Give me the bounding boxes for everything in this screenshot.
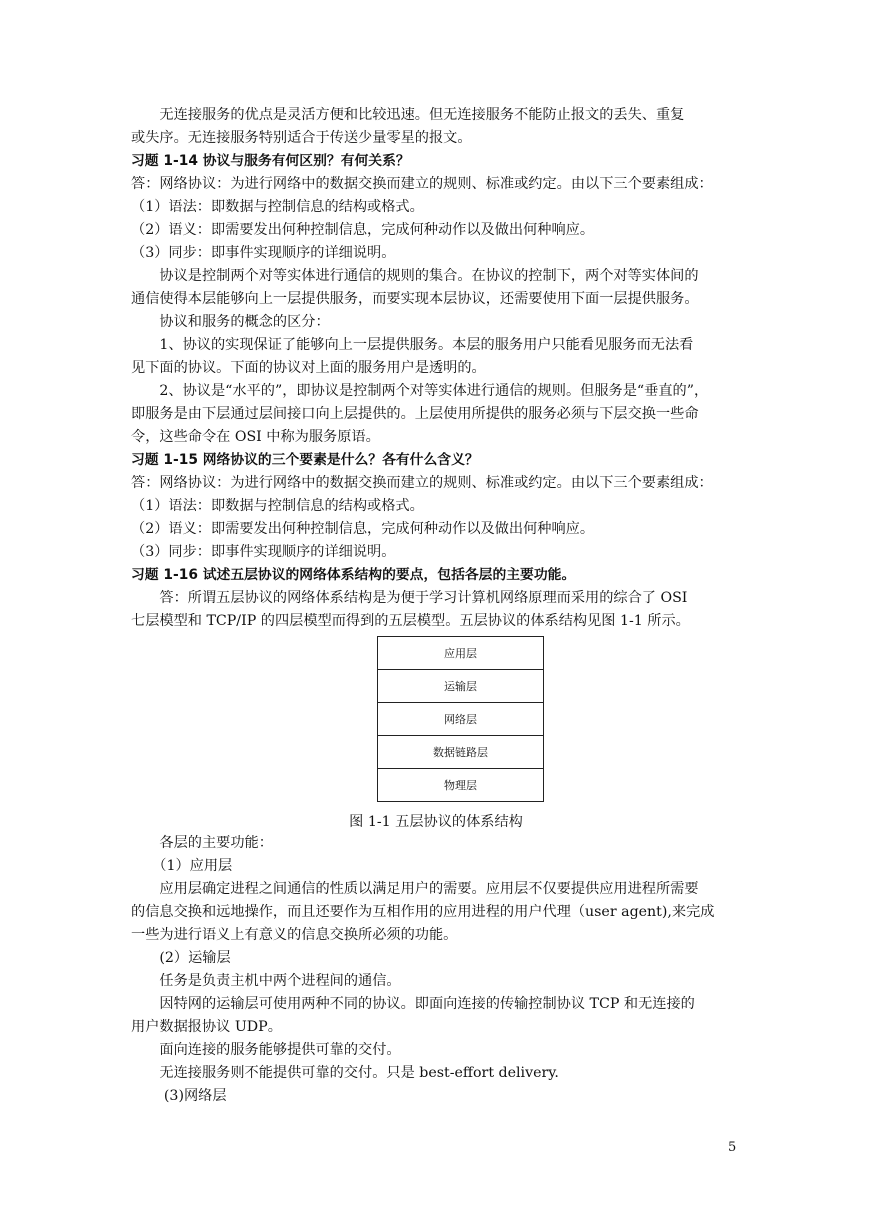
paragraph-line: (2）运输层 — [131, 950, 231, 966]
exercise-heading-1-16: 习题 1-16 试述五层协议的网络体系结构的要点，包括各层的主要功能。 — [131, 567, 576, 583]
paragraph-line: 令，这些命令在 OSI 中称为服务原语。 — [131, 429, 380, 445]
paragraph-line: 协议和服务的概念的区分： — [131, 314, 330, 330]
page-number: 5 — [728, 1140, 737, 1155]
paragraph-line: 七层模型和 TCP/IP 的四层模型而得到的五层模型。五层协议的体系结构见图 1-1 所示。 — [131, 613, 690, 629]
paragraph-line: 答：网络协议：为进行网络中的数据交换而建立的规则、标准或约定。由以下三个要素组成： — [131, 176, 713, 192]
paragraph-line: （2）语义：即需要发出何种控制信息，完成何种动作以及做出何种响应。 — [131, 222, 595, 238]
paragraph-line: (3)网络层 — [131, 1088, 227, 1104]
layer-network: 网络层 — [378, 703, 543, 736]
layer-application: 应用层 — [378, 637, 543, 670]
paragraph-line: 1、协议的实现保证了能够向上一层提供服务。本层的服务用户只能看见服务而无法看 — [131, 337, 694, 353]
paragraph-line: 无连接服务的优点是灵活方便和比较迅速。但无连接服务不能防止报文的丢失、重复 — [131, 107, 685, 123]
paragraph-line: 无连接服务则不能提供可靠的交付。只是 best-effort delivery. — [131, 1065, 559, 1081]
paragraph-line: 应用层确定进程之间通信的性质以满足用户的需要。应用层不仅要提供应用进程所需要 — [131, 881, 699, 897]
paragraph-line: 一些为进行语义上有意义的信息交换所必须的功能。 — [131, 927, 458, 943]
layer-data-link: 数据链路层 — [378, 736, 543, 769]
paragraph-line: （2）语义：即需要发出何种控制信息，完成何种动作以及做出何种响应。 — [131, 521, 595, 537]
figure-caption: 图 1-1 五层协议的体系结构 — [349, 814, 523, 830]
paragraph-line: 见下面的协议。下面的协议对上面的服务用户是透明的。 — [131, 360, 486, 376]
paragraph-line: （1）应用层 — [131, 858, 233, 874]
paragraph-line: 面向连接的服务能够提供可靠的交付。 — [131, 1042, 401, 1058]
paragraph-line: 任务是负责主机中两个进程间的通信。 — [131, 973, 401, 989]
paragraph-line: （3）同步：即事件实现顺序的详细说明。 — [131, 544, 396, 560]
paragraph-line: 各层的主要功能： — [131, 835, 273, 851]
paragraph-line: 协议是控制两个对等实体进行通信的规则的集合。在协议的控制下，两个对等实体间的 — [131, 268, 699, 284]
paragraph-line: 通信使得本层能够向上一层提供服务，而要实现本层协议，还需要使用下面一层提供服务。 — [131, 291, 699, 307]
paragraph-line: 答：网络协议：为进行网络中的数据交换而建立的规则、标准或约定。由以下三个要素组成： — [131, 475, 713, 491]
paragraph-line: （1）语法：即数据与控制信息的结构或格式。 — [131, 498, 424, 514]
layer-physical: 物理层 — [378, 769, 543, 802]
paragraph-line: 用户数据报协议 UDP。 — [131, 1019, 282, 1035]
exercise-heading-1-14: 习题 1-14 协议与服务有何区别？有何关系？ — [131, 153, 410, 169]
paragraph-line: 即服务是由下层通过层间接口向上层提供的。上层使用所提供的服务必须与下层交换一些命 — [131, 406, 699, 422]
five-layer-diagram — [377, 636, 544, 802]
paragraph-line: （1）语法：即数据与控制信息的结构或格式。 — [131, 199, 424, 215]
paragraph-line: 答：所谓五层协议的网络体系结构是为便于学习计算机网络原理而采用的综合了 OSI — [131, 590, 688, 606]
layer-transport: 运输层 — [378, 670, 543, 703]
paragraph-line: （3）同步：即事件实现顺序的详细说明。 — [131, 245, 396, 261]
exercise-heading-1-15: 习题 1-15 网络协议的三个要素是什么？各有什么含义？ — [131, 452, 479, 468]
paragraph-line: 因特网的运输层可使用两种不同的协议。即面向连接的传输控制协议 TCP 和无连接的 — [131, 996, 695, 1012]
paragraph-line: 2、协议是“水平的”，即协议是控制两个对等实体进行通信的规则。但服务是“垂直的”， — [131, 383, 709, 399]
paragraph-line: 或失序。无连接服务特别适合于传送少量零星的报文。 — [131, 130, 472, 146]
paragraph-line: 的信息交换和远地操作，而且还要作为互相作用的应用进程的用户代理（user agent),来完成 — [131, 904, 715, 920]
